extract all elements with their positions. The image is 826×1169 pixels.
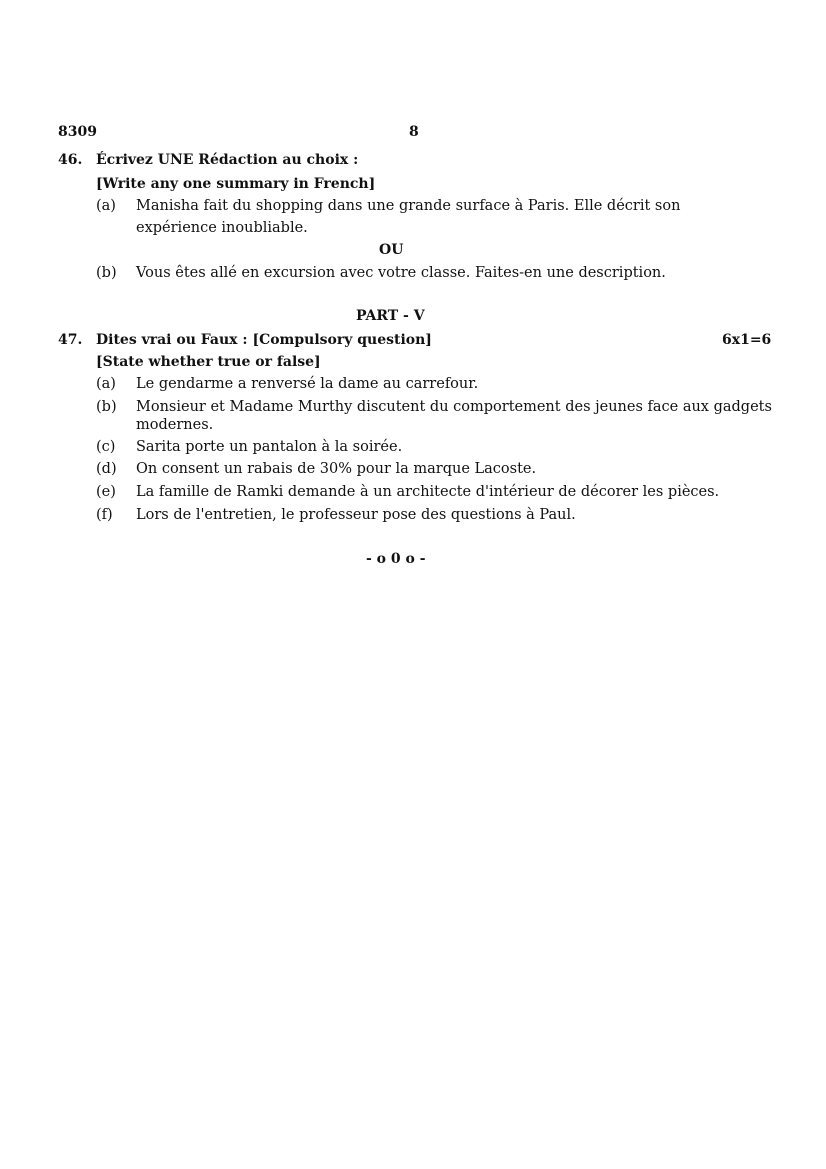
option-a-text-line2: expérience inoubliable. bbox=[136, 220, 308, 236]
paper-code: 8309 bbox=[58, 124, 97, 140]
option-a-text-line1: Manisha fait du shopping dans une grande surface à Paris. Elle décrit son bbox=[136, 198, 681, 214]
option-a-label: (a) bbox=[96, 198, 116, 214]
item-f-label: (f) bbox=[96, 507, 113, 523]
item-b-label: (b) bbox=[96, 399, 117, 415]
item-e-label: (e) bbox=[96, 484, 116, 500]
item-d-text: On consent un rabais de 30% pour la marque Lacoste. bbox=[136, 461, 537, 477]
item-b-text: Monsieur et Madame Murthy discutent du comportement des jeunes face aux gadgets bbox=[136, 399, 772, 415]
question-47-number: 47. bbox=[58, 332, 83, 348]
question-47-subtitle: [State whether true or false] bbox=[96, 354, 321, 370]
part-title: PART - V bbox=[356, 308, 425, 324]
item-e-text: La famille de Ramki demande à un architecte d'intérieur de décorer les pièces. bbox=[136, 484, 720, 500]
item-f-text: Lors de l'entretien, le professeur pose des questions à Paul. bbox=[136, 507, 576, 523]
question-46-subtitle: [Write any one summary in French] bbox=[96, 176, 376, 192]
item-d-label: (d) bbox=[96, 461, 117, 477]
question-46-number: 46. bbox=[58, 152, 83, 168]
option-b-label: (b) bbox=[96, 265, 117, 281]
or-separator: OU bbox=[379, 242, 404, 258]
question-46-title: Écrivez UNE Rédaction au choix : bbox=[96, 152, 359, 168]
item-c-label: (c) bbox=[96, 439, 116, 455]
item-a-label: (a) bbox=[96, 376, 116, 392]
page-number: 8 bbox=[409, 124, 419, 140]
item-c-text: Sarita porte un pantalon à la soirée. bbox=[136, 439, 403, 455]
question-47-title: Dites vrai ou Faux : [Compulsory question] bbox=[96, 332, 432, 348]
option-b-text: Vous êtes allé en excursion avec votre classe. Faites-en une description. bbox=[136, 265, 666, 281]
item-a-text: Le gendarme a renversé la dame au carrefour. bbox=[136, 376, 479, 392]
end-mark: - o 0 o - bbox=[366, 551, 426, 567]
question-47-marks: 6x1=6 bbox=[722, 332, 772, 348]
item-b-text-line2: modernes. bbox=[136, 417, 214, 433]
